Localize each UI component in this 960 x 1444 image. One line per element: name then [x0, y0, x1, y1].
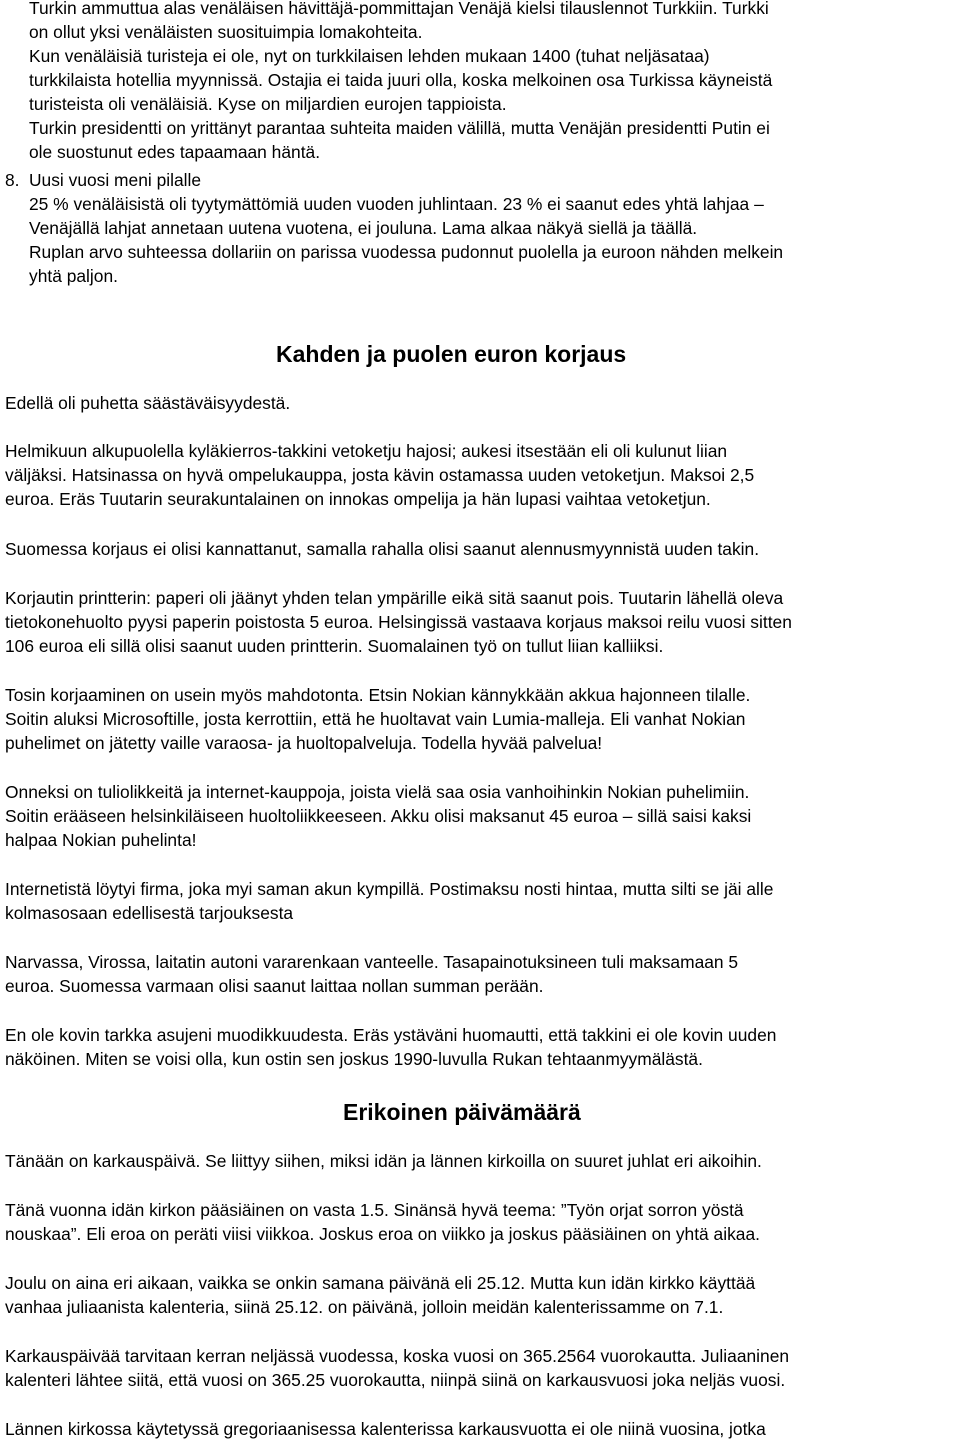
- paragraph: [5, 1149, 762, 1173]
- text-line: tietokonehuolto pyysi paperin poistosta 5 euroa. Helsingissä vastaava korjaus maksoi reilu vuosi sitten: [5, 612, 792, 632]
- paragraph: [5, 877, 773, 925]
- paragraph: [5, 950, 738, 998]
- text-line: väljäksi. Hatsinassa on hyvä ompelukauppa, josta kävin ostamassa uuden vetoketjun. Maksoi 2,5: [5, 465, 755, 485]
- text-line: näköinen. Miten se voisi olla, kun ostin sen joskus 1990-luvulla Rukan tehtaanmyymälästä.: [5, 1049, 703, 1069]
- text-line: turisteista oli venäläisiä. Kyse on miljardien eurojen tappioista.: [29, 94, 507, 114]
- text-line: Tosin korjaaminen on usein myös mahdotonta. Etsin Nokian kännykkään akkua hajonneen tilalle.: [5, 685, 751, 705]
- text-line: yhtä paljon.: [29, 266, 118, 286]
- text-line: nouskaa”. Eli eroa on peräti viisi viikkoa. Joskus eroa on viikko ja joskus pääsiäinen on yhtä aikaa.: [5, 1224, 760, 1244]
- paragraph: [5, 586, 792, 658]
- text-line: Soitin aluksi Microsoftille, josta kerrottiin, että he huoltavat vain Lumia-malleja. Eli vanhat Nokian: [5, 709, 746, 729]
- text-line: kolmasosaan edellisestä tarjouksesta: [5, 903, 294, 923]
- text-line: Edellä oli puhetta säästäväisyydestä.: [5, 393, 291, 413]
- text-line: Uusi vuosi meni pilalle: [29, 170, 202, 190]
- text-line: Tänä vuonna idän kirkon pääsiäinen on vasta 1.5. Sinänsä hyvä teema: ”Työn orjat sorron yöstä: [5, 1200, 744, 1220]
- numbered-item-8: [5, 168, 783, 288]
- text-line: turkkilaista hotellia myynnissä. Ostajia ei taida juuri olla, koska melkoinen osa Turkissa käyneistä: [29, 70, 773, 90]
- paragraph: [5, 1344, 789, 1392]
- paragraph: [5, 1198, 760, 1246]
- text-line: Soitin erääseen helsinkiläiseen huoltoliikkeeseen. Akku olisi maksanut 45 euroa – sillä saisi kaksi: [5, 806, 752, 826]
- paragraph: [5, 537, 759, 561]
- text-line: Suomessa korjaus ei olisi kannattanut, samalla rahalla olisi saanut alennusmyynnistä uuden takin.: [5, 539, 760, 559]
- top-paragraph: [5, 0, 772, 164]
- section-heading: Erikoinen päivämäärä: [343, 1099, 581, 1125]
- text-line: euroa. Suomessa varmaan olisi saanut laittaa nollan summan perään.: [5, 976, 544, 996]
- section-heading: Kahden ja puolen euron korjaus: [276, 341, 627, 367]
- text-line: Lännen kirkossa käytetyssä gregoriaanisessa kalenterissa karkausvuotta ei ole niinä vuosina, jotka: [5, 1419, 766, 1439]
- text-line: Joulu on aina eri aikaan, vaikka se onkin samana päivänä eli 25.12. Mutta kun idän kirkko käyttää: [5, 1273, 756, 1293]
- text-line: 25 % venäläisistä oli tyytymättömiä uuden vuoden juhlintaan. 23 % ei saanut edes yhtä lahjaa –: [29, 194, 764, 214]
- text-line: Karkauspäivää tarvitaan kerran neljässä vuodessa, koska vuosi on 365.2564 vuorokautta. Juliaaninen: [5, 1346, 790, 1366]
- text-line: on ollut yksi venäläisten suosituimpia lomakohteita.: [29, 22, 423, 42]
- text-line: vanhaa juliaanista kalenteria, siinä 25.12. on päivänä, jolloin meidän kalenterissamme on 7.1.: [5, 1297, 724, 1317]
- text-line: puhelimet on jätetty vaille varaosa- ja huoltopalveluja. Todella hyvää palvelua!: [5, 733, 603, 753]
- intro-paragraph: [5, 391, 290, 415]
- text-line: Internetistä löytyi firma, joka myi saman akun kympillä. Postimaksu nosti hintaa, mutta silti se jäi alle: [5, 879, 774, 899]
- paragraph: [5, 780, 751, 852]
- text-line: Turkin ammuttua alas venäläisen hävittäjä-pommittajan Venäjä kielsi tilauslennot Turkkiin. Turkki: [29, 0, 769, 18]
- text-line: kalenteri lähtee siitä, että vuosi on 365.25 vuorokautta, niinpä siinä on karkausvuosi joka neljäs vuosi.: [5, 1370, 786, 1390]
- text-line: euroa. Eräs Tuutarin seurakuntalainen on innokas ompelija ja hän lupasi vaihtaa vetoketjun.: [5, 489, 711, 509]
- text-line: En ole kovin tarkka asujeni muodikkuudesta. Eräs ystäväni huomautti, että takkini ei ole kovin uuden: [5, 1025, 777, 1045]
- text-line: Tänään on karkauspäivä. Se liittyy siihen, miksi idän ja lännen kirkoilla on suuret juhlat eri aikoihin.: [5, 1151, 762, 1171]
- text-line: Narvassa, Virossa, laitatin autoni vararenkaan vanteelle. Tasapainotuksineen tuli maksamaan 5: [5, 952, 739, 972]
- text-line: ole suostunut edes tapaamaan häntä.: [29, 142, 321, 162]
- text-line: 106 euroa eli sillä olisi saanut uuden printterin. Suomalainen työ on tullut liian kalliiksi.: [5, 636, 664, 656]
- text-line: Ruplan arvo suhteessa dollariin on parissa vuodessa pudonnut puolella ja euroon nähden melkein: [29, 242, 784, 262]
- text-line: Korjautin printterin: paperi oli jäänyt yhden telan ympärille eikä sitä saanut pois. Tuutarin lähellä oleva: [5, 588, 784, 608]
- list-number: 8.: [5, 170, 20, 190]
- paragraph: [5, 683, 750, 755]
- paragraph: [5, 1271, 755, 1319]
- text-line: Helmikuun alkupuolella kyläkierros-takkini vetoketju hajosi; aukesi itsestään eli oli kulunut liian: [5, 441, 728, 461]
- text-line: Venäjällä lahjat annetaan uutena vuotena, ei jouluna. Lama alkaa näkyä siellä ja täällä.: [29, 218, 698, 238]
- paragraph: [5, 439, 754, 511]
- text-line: Onneksi on tuliolikkeitä ja internet-kauppoja, joista vielä saa osia vanhoihinkin Nokian puhelimiin.: [5, 782, 750, 802]
- text-line: Turkin presidentti on yrittänyt parantaa suhteita maiden välillä, mutta Venäjän presidentti Putin ei: [29, 118, 770, 138]
- text-line: Kun venäläisiä turisteja ei ole, nyt on turkkilaisen lehden mukaan 1400 (tuhat neljäsataa): [29, 46, 710, 66]
- text-line: halpaa Nokian puhelinta!: [5, 830, 197, 850]
- paragraph: [5, 1023, 776, 1071]
- paragraph: [5, 1417, 766, 1441]
